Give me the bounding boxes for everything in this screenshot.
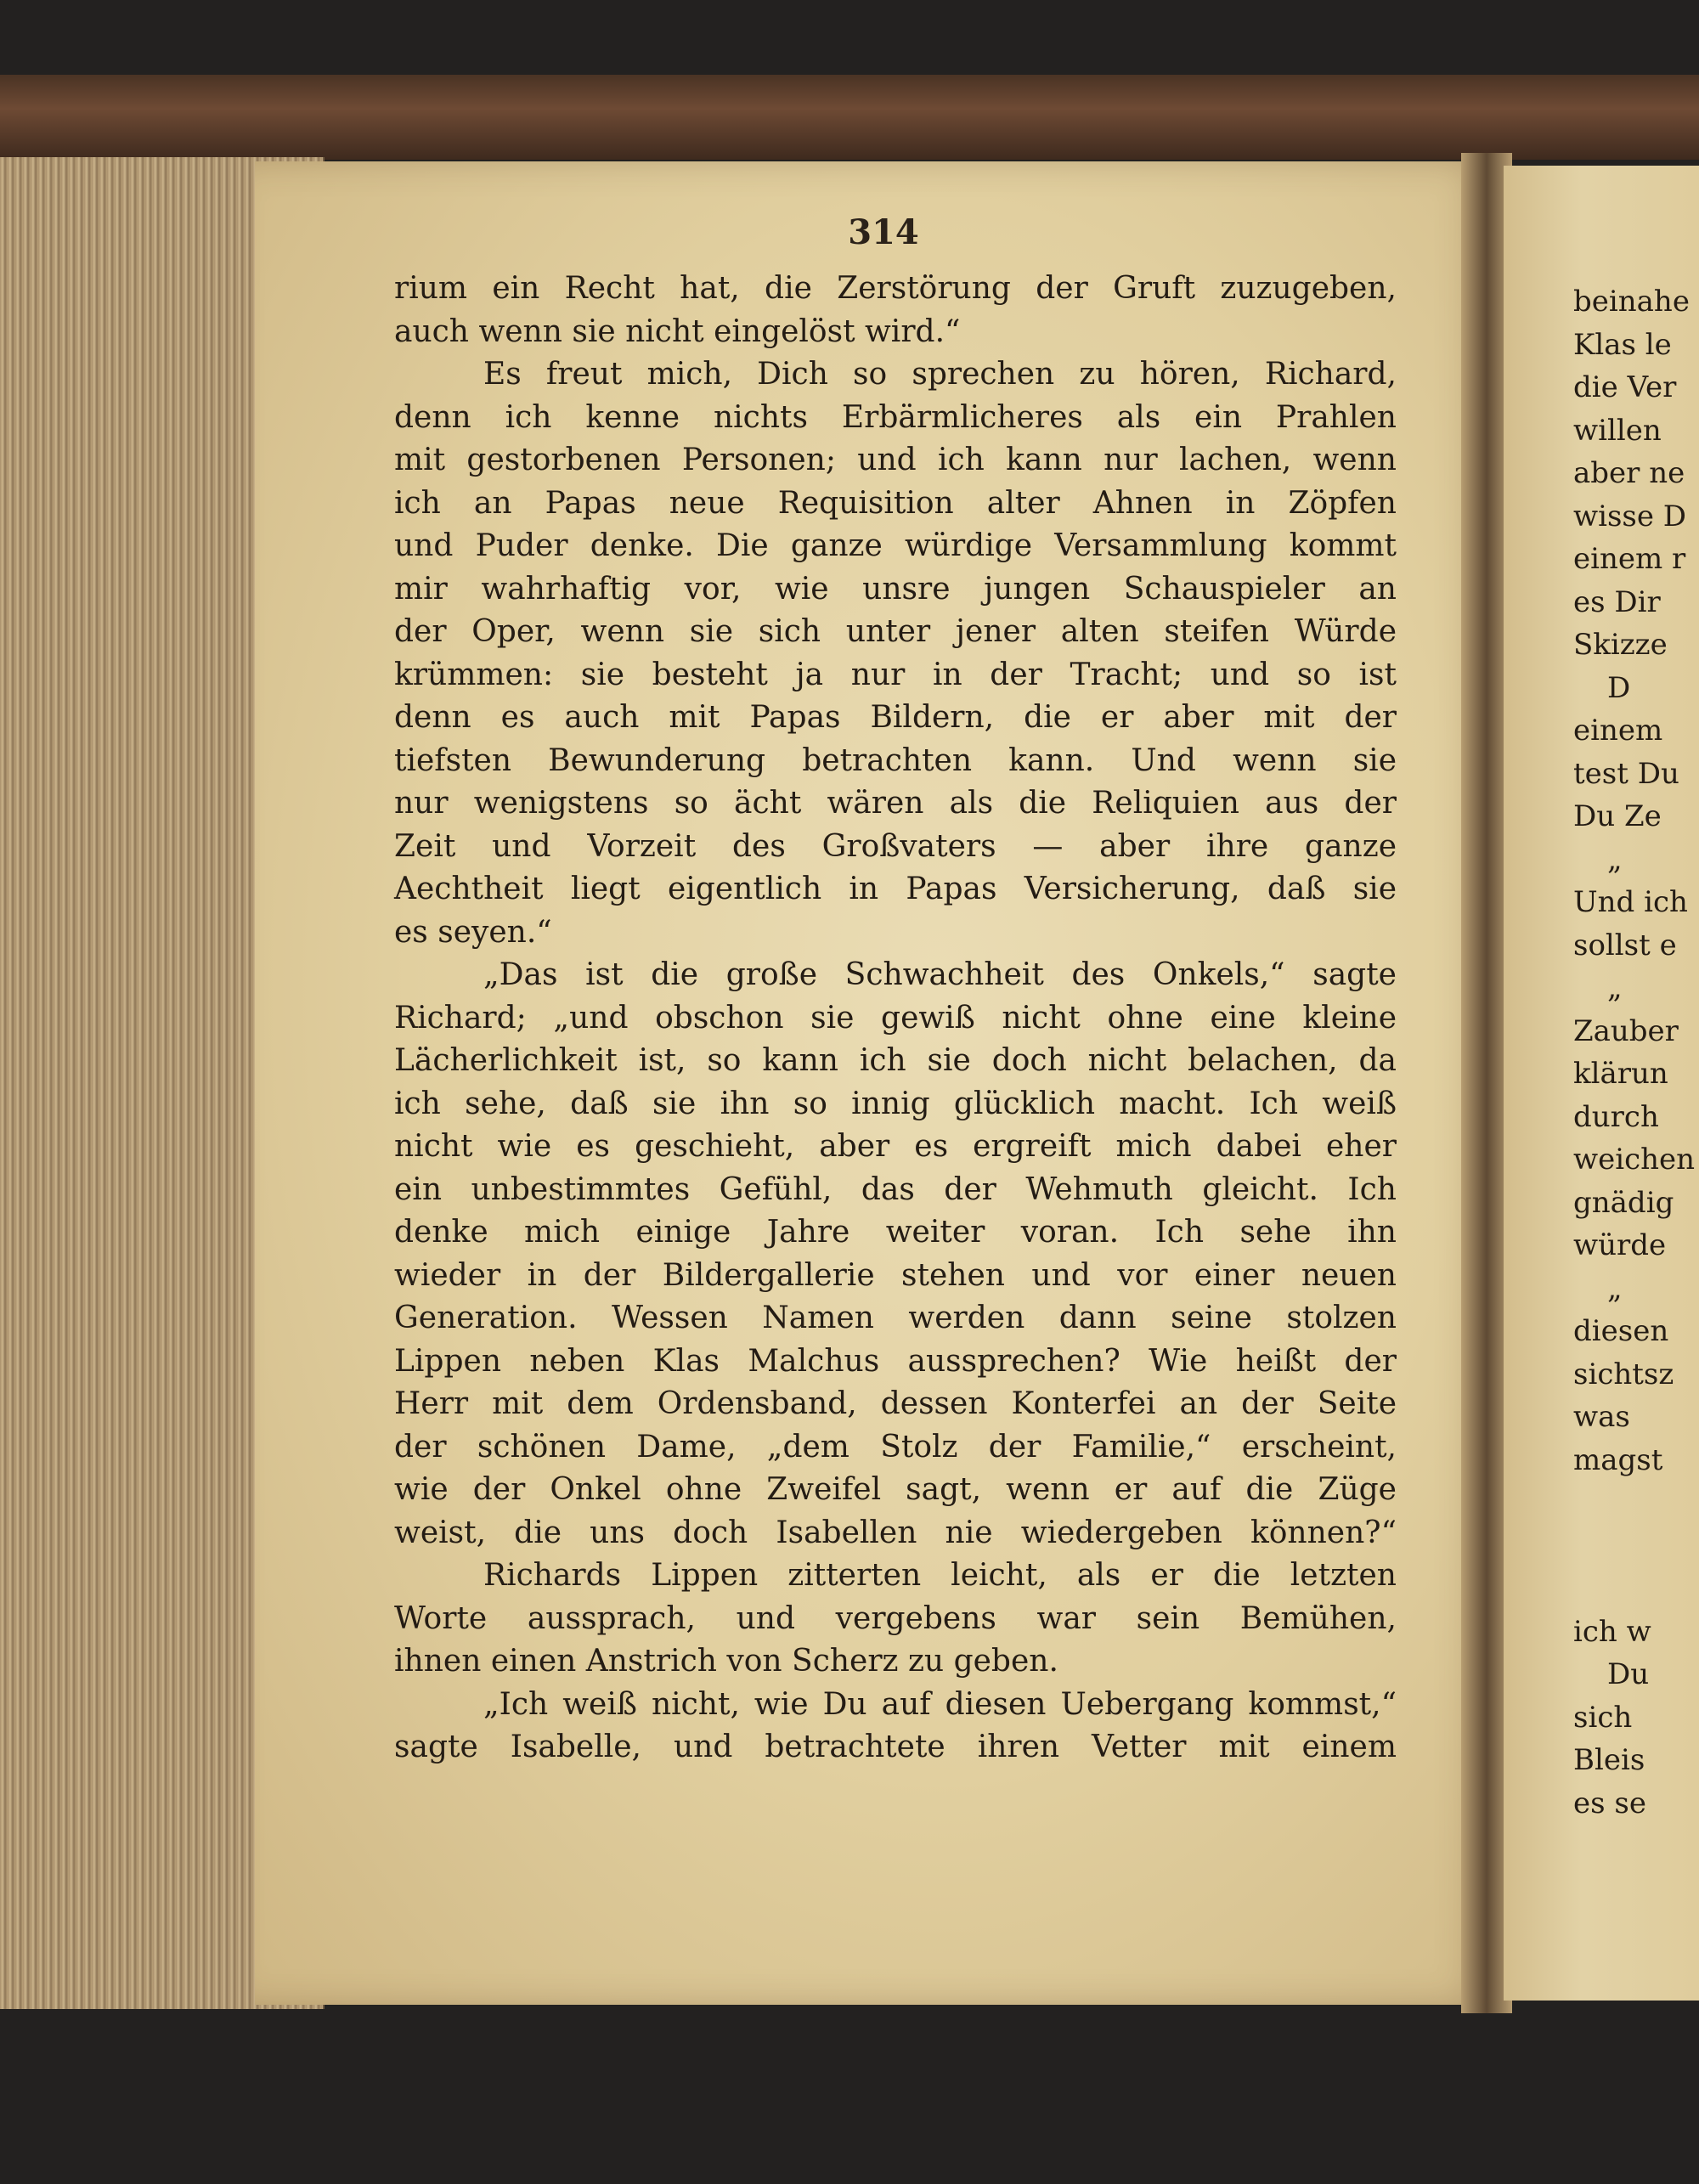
text-line: tiefsten Bewunderung betrachten kann. Und wenn sie bbox=[394, 742, 1397, 778]
text-line: Generation. Wessen Namen werden dann seine stolzen bbox=[394, 1301, 1397, 1335]
facing-text-line: sollst e bbox=[1573, 928, 1677, 962]
facing-text-line: die Ver bbox=[1573, 370, 1677, 404]
facing-text-line: ich w bbox=[1573, 1614, 1651, 1649]
text-line: „Das ist die große Schwachheit des Onkels,“ sagte bbox=[483, 957, 1397, 992]
facing-text-line: Klas le bbox=[1573, 327, 1672, 362]
facing-page-text bbox=[1573, 280, 1699, 1825]
facing-text-line: einem r bbox=[1573, 542, 1686, 576]
page-text bbox=[394, 268, 1397, 1769]
text-line: denn es auch mit Papas Bildern, die er aber mit der bbox=[394, 700, 1397, 735]
text-line: ihnen einen Anstrich von Scherz zu geben. bbox=[394, 1644, 1058, 1679]
facing-text-line: D bbox=[1607, 670, 1631, 705]
text-line: wieder in der Bildergallerie stehen und vor einer neuen bbox=[394, 1257, 1397, 1293]
facing-text-line: magst bbox=[1573, 1442, 1663, 1477]
facing-text-line bbox=[1573, 1525, 1699, 1568]
text-line: weist, die uns doch Isabellen nie wiedergeben können?“ bbox=[394, 1515, 1397, 1550]
text-line: rium ein Recht hat, die Zerstörung der Gruft zuzugeben, bbox=[394, 271, 1397, 306]
text-line: es seyen.“ bbox=[394, 914, 552, 950]
facing-text-line: was bbox=[1573, 1400, 1630, 1434]
facing-text-line: durch bbox=[1573, 1099, 1659, 1134]
text-line: Es freut mich, Dich so sprechen zu hören, Richard, bbox=[483, 357, 1397, 392]
text-line: mit gestorbenen Personen; und ich kann nur lachen, wenn bbox=[394, 443, 1397, 477]
text-line: denke mich einige Jahre weiter voran. Ich sehe ihn bbox=[394, 1215, 1397, 1250]
text-line: krümmen: sie besteht ja nur in der Tracht; und so ist bbox=[394, 657, 1397, 692]
text-line: ich sehe, daß sie ihn so innig glücklich macht. Ich weiß bbox=[394, 1086, 1397, 1121]
facing-text-line: Bleis bbox=[1573, 1743, 1645, 1777]
facing-text-line: einem bbox=[1573, 714, 1663, 748]
text-line: ein unbestimmtes Gefühl, das der Wehmuth gleicht. Ich bbox=[394, 1171, 1397, 1207]
text-line: nur wenigstens so ächt wären als die Reliquien aus der bbox=[394, 786, 1397, 821]
facing-text-line: weichen bbox=[1573, 1143, 1696, 1177]
facing-text-line: Und ich bbox=[1573, 885, 1688, 919]
text-line: mir wahrhaftig vor, wie unsre jungen Schauspieler an bbox=[394, 571, 1397, 607]
facing-text-line: Skizze bbox=[1573, 628, 1668, 662]
text-line: der schönen Dame, „dem Stolz der Familie,“ erscheint, bbox=[394, 1429, 1397, 1464]
text-line: der Oper, wenn sie sich unter jener alten steifen Würde bbox=[394, 614, 1397, 649]
facing-text-line: aber ne bbox=[1573, 456, 1685, 490]
text-line: sagte Isabelle, und betrachtete ihren Vetter mit einem bbox=[394, 1730, 1397, 1764]
facing-text-line: klärun bbox=[1573, 1057, 1668, 1091]
facing-text-line: Du bbox=[1607, 1657, 1650, 1691]
text-line: nicht wie es geschieht, aber es ergreift mich dabei eher bbox=[394, 1129, 1397, 1164]
facing-text-line: es Dir bbox=[1573, 584, 1661, 619]
page-number: 314 bbox=[848, 212, 919, 252]
facing-text-line: sichtsz bbox=[1573, 1357, 1674, 1391]
text-line: Herr mit dem Ordensband, dessen Konterfei an der Seite bbox=[394, 1386, 1397, 1421]
facing-text-line: sich bbox=[1573, 1700, 1633, 1735]
facing-text-line: willen bbox=[1573, 413, 1662, 448]
text-line: denn ich kenne nichts Erbärmlicheres als ein Prahlen bbox=[394, 399, 1397, 435]
facing-text-line: es se bbox=[1573, 1786, 1646, 1820]
facing-text-line: Du Ze bbox=[1573, 799, 1662, 833]
facing-text-line bbox=[1573, 1567, 1699, 1611]
facing-text-line: würde bbox=[1573, 1228, 1667, 1262]
facing-text-line: Zauber bbox=[1573, 1013, 1679, 1048]
text-line: „Ich weiß nicht, wie Du auf diesen Uebergang kommst,“ bbox=[483, 1686, 1397, 1722]
facing-text-line: wisse D bbox=[1573, 499, 1687, 533]
facing-text-line: test Du bbox=[1573, 756, 1679, 791]
facing-text-line: gnädig bbox=[1573, 1185, 1674, 1220]
facing-text-line: „ bbox=[1607, 842, 1623, 877]
text-line: Aechtheit liegt eigentlich in Papas Versicherung, daß sie bbox=[394, 872, 1397, 906]
text-line: Richards Lippen zitterten leicht, als er die letzten bbox=[483, 1558, 1397, 1593]
facing-text-line: diesen bbox=[1573, 1314, 1669, 1348]
text-line: Lächerlichkeit ist, so kann ich sie doch nicht belachen, da bbox=[394, 1043, 1397, 1078]
facing-text-line: beinahe bbox=[1573, 285, 1690, 319]
facing-text-line: „ bbox=[1607, 1271, 1623, 1306]
text-line: wie der Onkel ohne Zweifel sagt, wenn er auf die Züge bbox=[394, 1472, 1397, 1507]
text-line: und Puder denke. Die ganze würdige Versammlung kommt bbox=[394, 528, 1397, 563]
text-line: Richard; „und obschon sie gewiß nicht ohne eine kleine bbox=[394, 1000, 1397, 1036]
text-line: Worte aussprach, und vergebens war sein Bemühen, bbox=[394, 1600, 1397, 1636]
book-spine-strip bbox=[0, 75, 1699, 160]
facing-text-line: „ bbox=[1607, 971, 1623, 1005]
facing-text-line bbox=[1573, 1481, 1699, 1525]
text-line: auch wenn sie nicht eingelöst wird.“ bbox=[394, 313, 961, 349]
text-line: Zeit und Vorzeit des Großvaters — aber ihre ganze bbox=[394, 828, 1397, 864]
text-line: ich an Papas neue Requisition alter Ahnen in Zöpfen bbox=[394, 485, 1397, 521]
text-line: Lippen neben Klas Malchus aussprechen? Wie heißt der bbox=[394, 1343, 1397, 1379]
